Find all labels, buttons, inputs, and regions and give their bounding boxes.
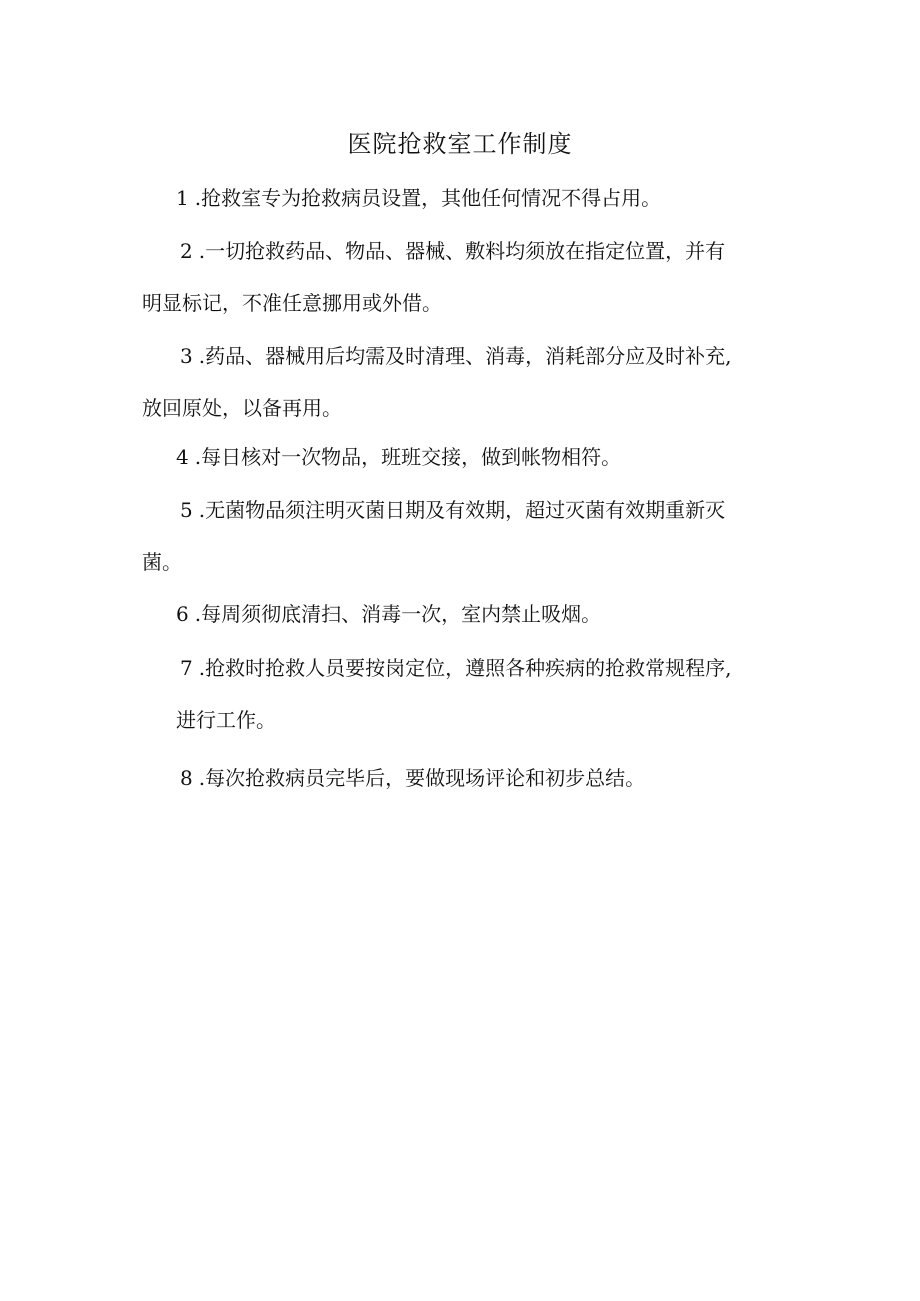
rule-item-6-line-1 <box>176 588 826 640</box>
rule-item-text: .每日核对一次物品，班班交接，做到帐物相符。 <box>194 445 622 469</box>
rule-item-number: 7 <box>180 656 193 680</box>
rule-item-text: 明显标记，不准任意挪用或外借。 <box>142 291 442 315</box>
rule-item-7-line-1 <box>180 642 830 694</box>
rule-item-1-line-1 <box>176 172 826 224</box>
rule-item-4-line-1 <box>176 431 826 483</box>
rule-item-4 <box>176 431 826 483</box>
rule-item-2 <box>142 225 830 329</box>
rule-item-1 <box>176 172 826 224</box>
rule-item-text: .每周须彻底清扫、消毒一次，室内禁止吸烟。 <box>194 602 602 626</box>
rule-item-5-line-1 <box>180 484 830 536</box>
rule-item-number: 3 <box>180 344 193 368</box>
rule-item-text: .每次抢救病员完毕后，要做现场评论和初步总结。 <box>198 766 646 790</box>
rule-item-number: 8 <box>180 766 193 790</box>
rule-item-number: 4 <box>176 445 189 469</box>
rule-item-text: 进行工作。 <box>176 708 276 732</box>
rule-item-3-line-1 <box>180 330 830 382</box>
rule-item-5-line-2 <box>142 536 830 588</box>
rule-item-3 <box>142 330 830 434</box>
rule-item-7-line-2 <box>176 694 830 746</box>
rule-item-3-line-2 <box>142 382 830 434</box>
rule-item-2-line-2 <box>142 277 830 329</box>
rule-item-text: 放回原处，以备再用。 <box>142 396 342 420</box>
document-title: 医院抢救室工作制度 <box>347 130 573 158</box>
rule-item-8-line-1 <box>180 752 830 804</box>
rule-item-6 <box>176 588 826 640</box>
rule-item-text: .药品、器械用后均需及时清理、消毒，消耗部分应及时补充, <box>198 344 732 368</box>
rule-item-text: .无菌物品须注明灭菌日期及有效期，超过灭菌有效期重新灭 <box>198 498 726 522</box>
rule-item-text: .一切抢救药品、物品、器械、敷料均须放在指定位置，并有 <box>198 239 726 263</box>
rule-item-2-line-1 <box>180 225 830 277</box>
rule-item-number: 6 <box>176 602 189 626</box>
rule-item-number: 2 <box>180 239 193 263</box>
rule-item-5 <box>142 484 830 588</box>
rule-item-number: 1 <box>176 186 189 210</box>
rule-item-8 <box>180 752 830 804</box>
rule-item-7 <box>176 642 830 746</box>
rule-item-number: 5 <box>180 498 193 522</box>
rule-item-text: .抢救时抢救人员要按岗定位，遵照各种疾病的抢救常规程序, <box>198 656 732 680</box>
rule-item-text: 菌。 <box>142 550 182 574</box>
rule-item-text: .抢救室专为抢救病员设置，其他任何情况不得占用。 <box>194 186 662 210</box>
